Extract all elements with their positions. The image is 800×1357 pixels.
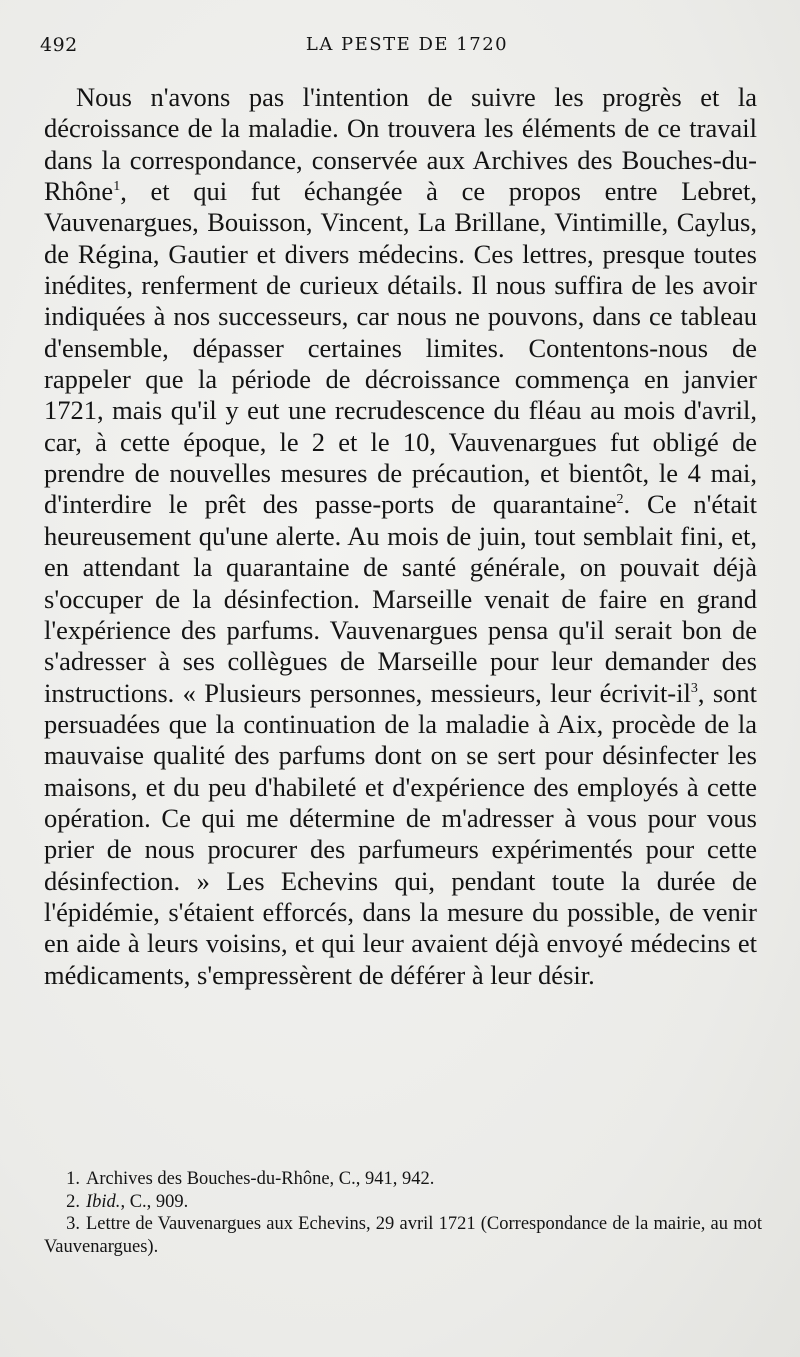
body-paragraph: [44, 82, 757, 991]
footnote-number: 3.: [66, 1214, 80, 1234]
page-header: [40, 34, 758, 64]
running-title: LA PESTE DE 1720: [305, 34, 509, 55]
footnotes: [44, 1168, 762, 1258]
footnote-ibid: Ibid.: [86, 1191, 121, 1212]
footnote-marker-3: 3: [690, 680, 698, 696]
page-number: 492: [40, 34, 78, 56]
footnote-text: Archives des Bouches-du-Rhône, C., 941, 942.: [86, 1169, 435, 1189]
footnote-number: 1.: [66, 1169, 80, 1189]
paragraph-text-part2: , et qui fut échangée à ce propos entre Lebret, Vauvenargues, Bouisson, Vincent, La Brillane, Vintimille, Caylus, de Régina, Gautier et divers médecins. Ces lettres, presque toutes inédites, renferment de curieux détails. Il nous suffira de les avoir indiquées à nos successeurs, car nous ne pouvons, dans ce tableau d'ensemble, dépasser certaines limites. Contentons-nous de rappeler que la période de décroissance commença en janvier 1721, mais qu'il y eut une recrudescence du fléau au mois d'avril, car, à cette époque, le 2 et le 10, Vauvenargues fut obligé de prendre de nouvelles mesures de précaution, et bientôt, le 4 mai, d'interdire le prêt des passe-ports de quarantaine: [44, 176, 757, 520]
paragraph-text-part3: . Ce n'était heureusement qu'une alerte. Au mois de juin, tout semblait fini, et, en attendant la quarantaine de santé générale, on pouvait déjà s'occuper de la désinfection. Marseille venait de faire en grand l'expérience des parfums. Vauvenargues pensa qu'il serait bon de s'adresser à ses collègues de Marseille pour leur demander des instructions. « Plusieurs personnes, messieurs, leur écrivit-il: [44, 489, 757, 708]
paragraph-text-part4: , sont persuadées que la continuation de la maladie à Aix, procède de la mauvaise qualité des parfums dont on se sert pour désinfecter les maisons, et du peu d'habileté et d'expérience des employés à cette opération. Ce qui me détermine de m'adresser à vous pour vous prier de nous procurer des parfumeurs expérimentés pour cette désinfection. » Les Echevins qui, pendant toute la durée de l'épidémie, s'étaient efforcés, dans la mesure du possible, de venir en aide à leurs voisins, et qui leur avaient déjà envoyé médecins et médicaments, s'empressèrent de déférer à leur désir.: [44, 677, 757, 990]
paragraph-text-part1: Nous n'avons pas l'intention de suivre les progrès et la décroissance de la maladie. On trouvera les éléments de ce travail dans la correspondance, conservée aux Archives des Bouches-du-Rhône: [44, 82, 757, 207]
footnote-separator: [44, 1120, 757, 1121]
footnote-number: 2.: [66, 1191, 80, 1212]
footnote-2: [44, 1191, 762, 1214]
footnote-1: [44, 1168, 762, 1191]
footnote-3: [44, 1213, 762, 1258]
footnote-text: , C., 909.: [120, 1191, 189, 1212]
footnote-text: Lettre de Vauvenargues aux Echevins, 29 avril 1721 (Correspondance de la mairie, au mot Vauvenargues).: [44, 1214, 762, 1257]
footnote-marker-1: 1: [113, 179, 121, 195]
footnote-marker-2: 2: [616, 492, 624, 508]
main-text: [44, 82, 757, 991]
